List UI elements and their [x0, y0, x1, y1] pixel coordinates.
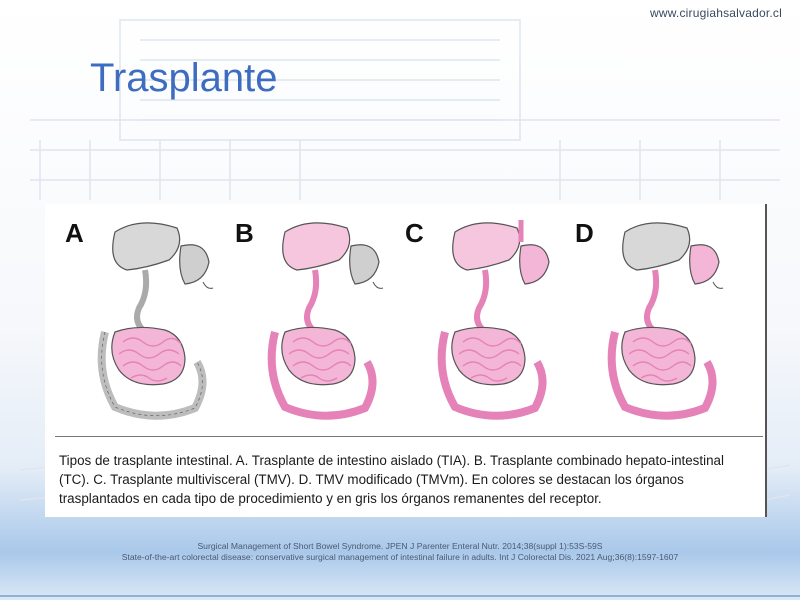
- stomach-shape: [180, 245, 209, 284]
- organ-diagram: [425, 212, 555, 427]
- panel-d: [555, 204, 725, 432]
- organ-diagram: [85, 212, 215, 427]
- duodenum-shape: [307, 270, 316, 332]
- liver-shape: [113, 223, 180, 270]
- stomach-shape: [350, 245, 379, 284]
- caption-line: trasplantados en cada tipo de procedimiento y en gris los órganos remanentes del receptor.: [59, 491, 602, 506]
- panel-a: [45, 204, 215, 432]
- panel-letter: A: [65, 218, 84, 248]
- reference-line: State-of-the-art colorectal disease: conservative surgical management of intestinal failure in adults. Int J Colorectal Dis. 2021 Aug;36(8):1597-1607: [121, 552, 679, 562]
- panel-letter: B: [235, 218, 254, 248]
- panel-c: [385, 204, 555, 432]
- liver-shape: [283, 223, 350, 270]
- small-intestine-shape: [452, 327, 525, 384]
- caption-line: Tipos de trasplante intestinal. A. Trasplante de intestino aislado (TIA). B. Trasplante combinado hepato-intestinal: [59, 453, 724, 468]
- slide-title: Trasplante: [90, 56, 278, 100]
- duodenum-shape: [477, 270, 486, 332]
- figure-panels: [45, 204, 765, 432]
- reference-line: Surgical Management of Short Bowel Syndrome. JPEN J Parenter Enteral Nutr. 2014;38(suppl 1):53S-59S: [197, 541, 603, 551]
- duodenum-shape: [647, 270, 656, 332]
- organ-diagram: [255, 212, 385, 427]
- stomach-shape: [690, 245, 719, 284]
- caption-line: (TC). C. Trasplante multivisceral (TMV). D. TMV modificado (TMVm). En colores se destacan los órganos: [59, 472, 684, 487]
- references: [0, 541, 800, 563]
- panel-b: [215, 204, 385, 432]
- liver-shape: [453, 223, 520, 270]
- organ-diagram: [595, 212, 725, 427]
- panel-letter: C: [405, 218, 424, 248]
- footer-divider: [0, 595, 800, 597]
- site-url: www.cirugiahsalvador.cl: [650, 6, 782, 20]
- figure-divider: [55, 436, 763, 437]
- small-intestine-shape: [622, 327, 695, 384]
- panel-letter: D: [575, 218, 594, 248]
- duodenum-shape: [137, 270, 146, 332]
- small-intestine-shape: [112, 327, 185, 384]
- small-intestine-shape: [282, 327, 355, 384]
- figure-card: [45, 204, 767, 517]
- stomach-shape: [520, 245, 549, 284]
- figure-caption: [59, 451, 759, 508]
- liver-shape: [623, 223, 690, 270]
